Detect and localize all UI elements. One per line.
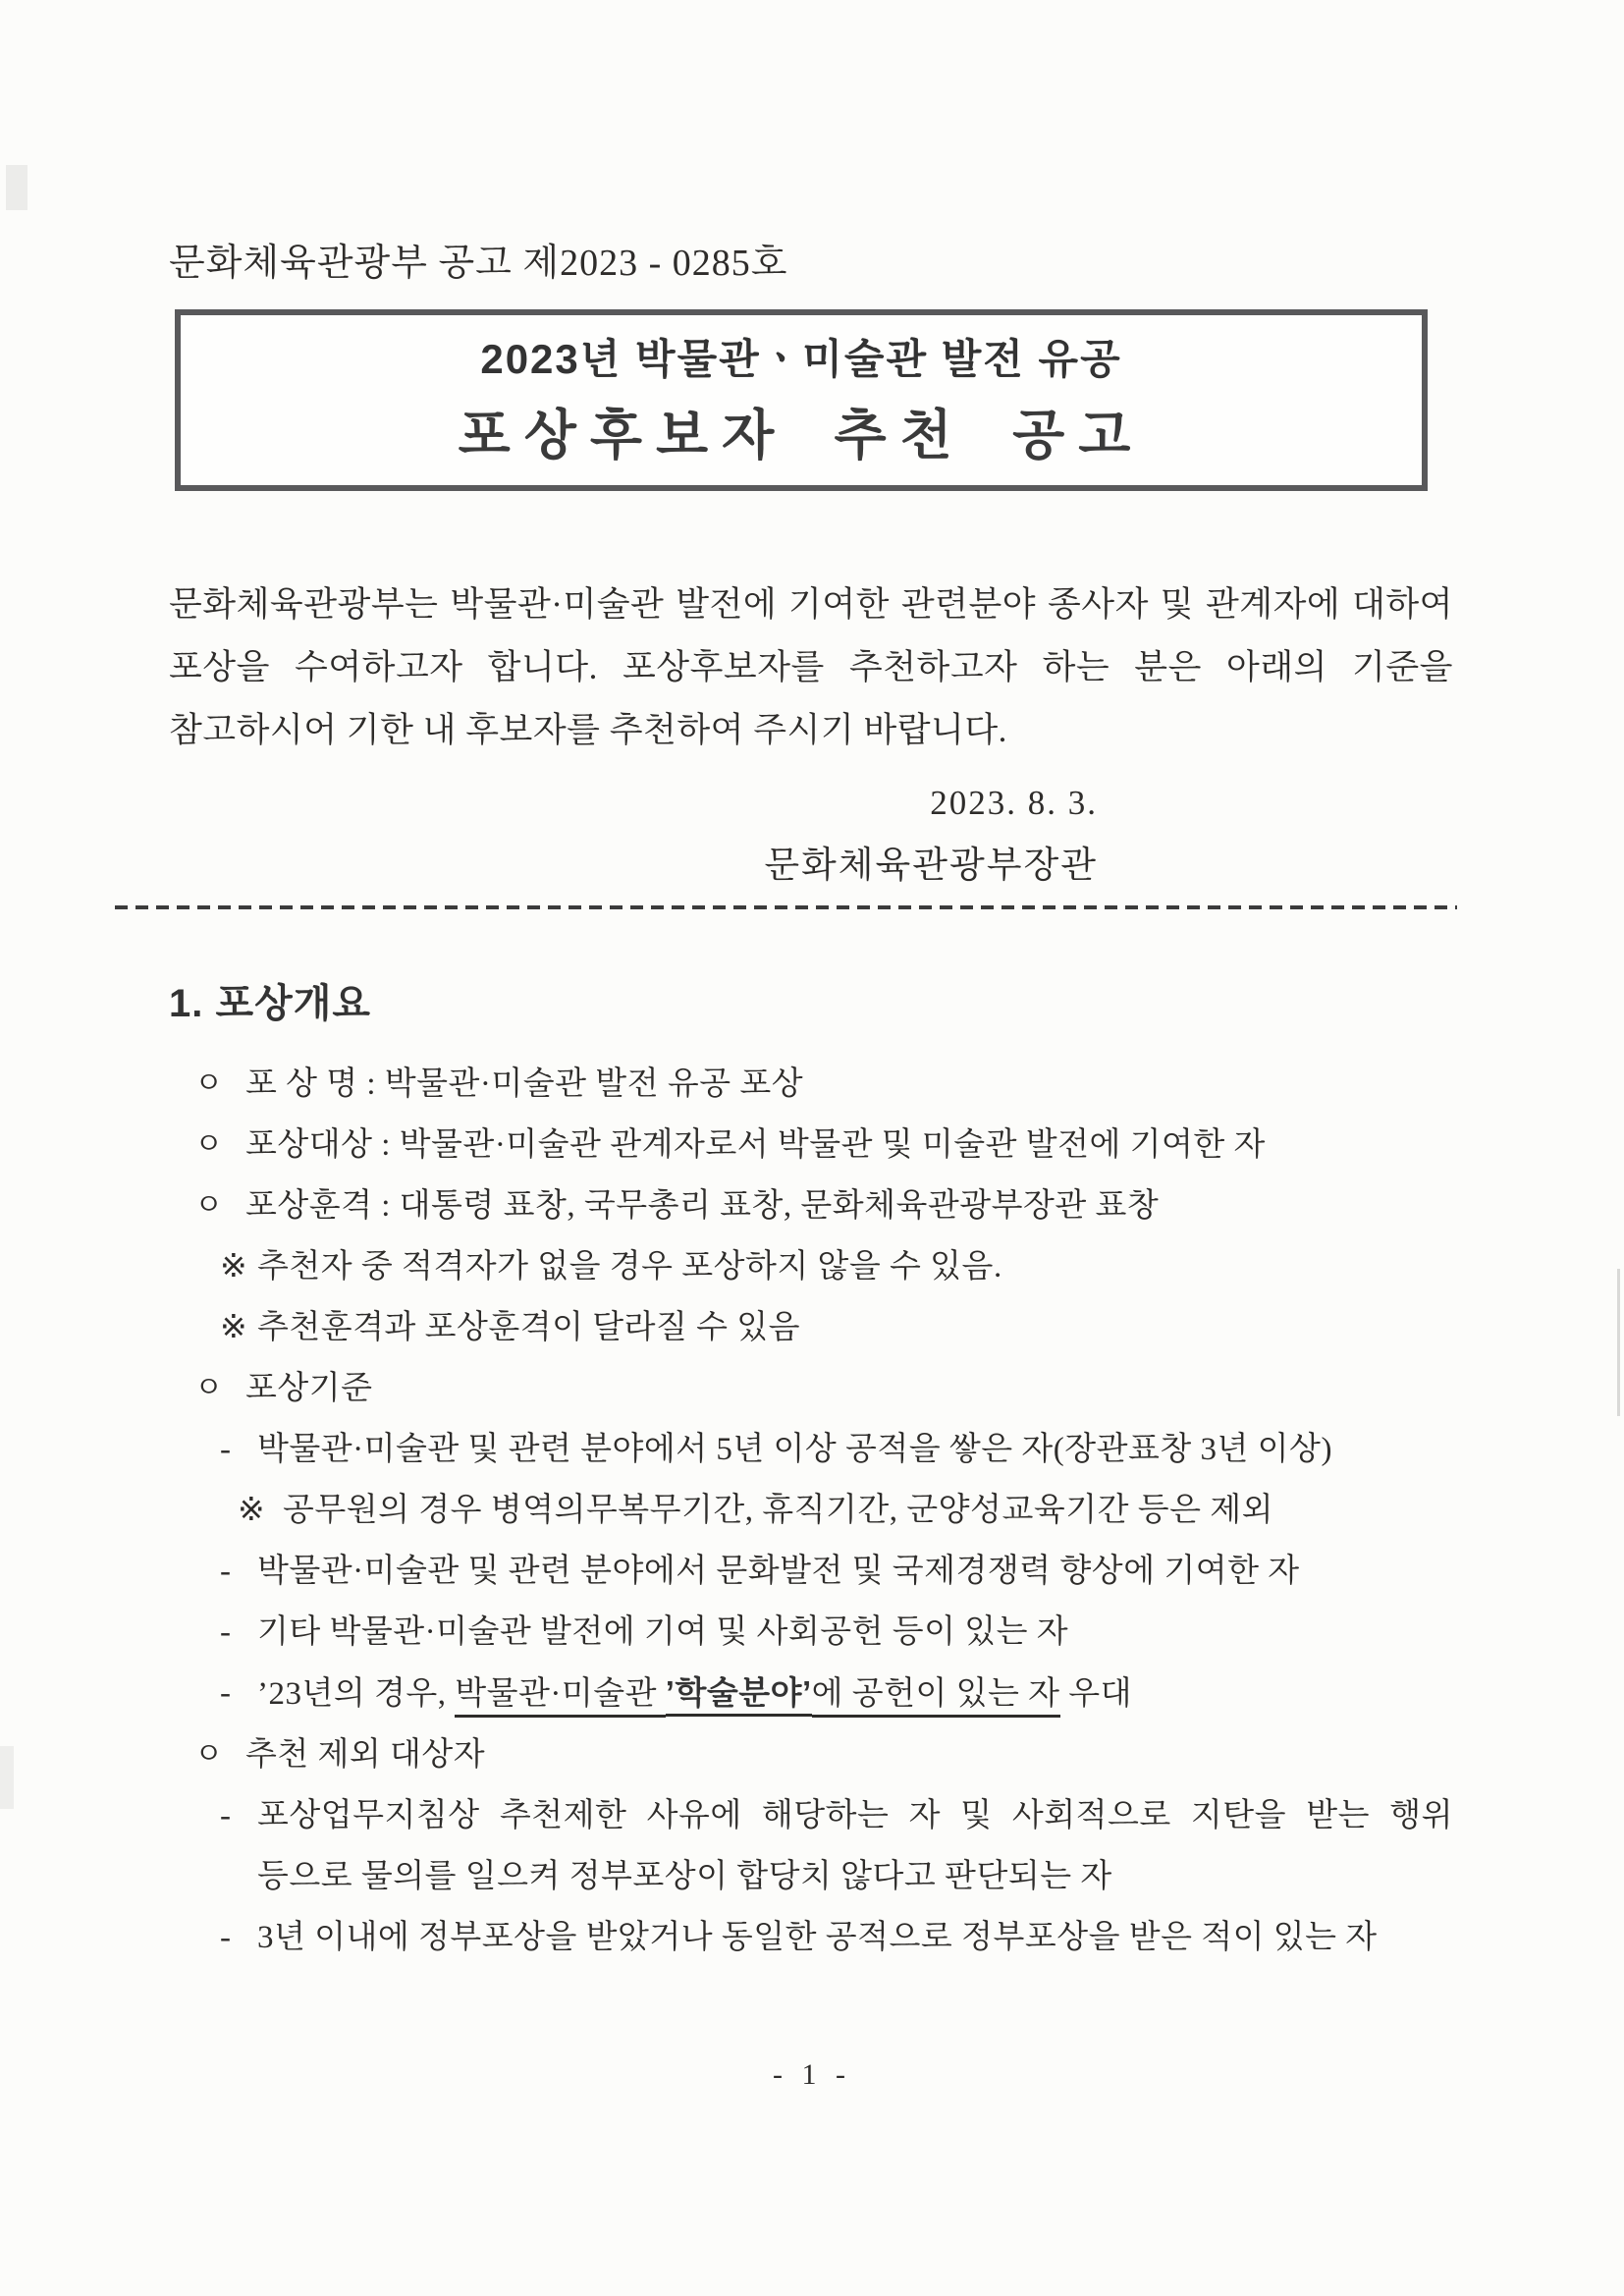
list-item-criteria-detail: [220, 1541, 1453, 1602]
signer-title: 문화체육관광부장관: [764, 846, 1098, 886]
list-item-text: 포 상 명 : 박물관·미술관 발전 유공 포상: [245, 1066, 804, 1102]
bold-underlined-segment: ’학술분야’: [666, 1674, 812, 1717]
list-item-note: [220, 1236, 1453, 1297]
list-item-text: 3년 이내에 정부포상을 받았거나 동일한 공적으로 정부포상을 받은 적이 있는 자: [257, 1920, 1378, 1955]
list-item-text: 박물관·미술관 및 관련 분야에서 문화발전 및 국제경쟁력 향상에 기여한 자: [257, 1554, 1300, 1589]
list-item-text: 박물관·미술관 및 관련 분야에서 5년 이상 공적을 쌓은 자(장관표창 3년 이상): [257, 1432, 1332, 1467]
section-heading: 1. 포상개요: [169, 982, 372, 1025]
list-item-exclusion-detail: [220, 1907, 1453, 1968]
list-item-criteria-priority: [220, 1663, 1453, 1724]
reference-mark-bullet: ※: [238, 1493, 265, 1528]
circle-bullet: ㅇ: [194, 1067, 223, 1100]
list-item-exclusion-heading: [194, 1724, 1453, 1785]
list-item-text: 포상기준: [245, 1371, 373, 1406]
list-item-note: [238, 1480, 1453, 1541]
dash-bullet: -: [220, 1432, 231, 1467]
list-item-text: 공무원의 경우 병역의무복무기간, 휴직기간, 군양성교육기간 등은 제외: [283, 1493, 1273, 1528]
reference-mark-bullet: ※: [220, 1310, 247, 1345]
underlined-segment: 에 공헌이 있는 자: [812, 1676, 1060, 1718]
list-item-award-name: [194, 1054, 1453, 1115]
list-item-text: 추천 제외 대상자: [245, 1737, 486, 1773]
section-list: [169, 1054, 1453, 1968]
list-item-award-target: [194, 1115, 1453, 1175]
dash-bullet: -: [220, 1798, 231, 1833]
circle-bullet: ㅇ: [194, 1128, 223, 1161]
list-item-text: [257, 1663, 1453, 1724]
scan-artifact: [6, 165, 27, 210]
reference-mark-bullet: ※: [220, 1249, 247, 1285]
dash-bullet: -: [220, 1675, 231, 1711]
list-item-award-criteria: [194, 1358, 1453, 1419]
plain-segment: 우대: [1059, 1676, 1133, 1712]
list-item-text: 기타 박물관·미술관 발전에 기여 및 사회공헌 등이 있는 자: [257, 1614, 1069, 1650]
title-box: [175, 309, 1428, 491]
circle-bullet: ㅇ: [194, 1372, 223, 1404]
list-item-criteria-detail: [220, 1419, 1453, 1480]
signature-block: [169, 784, 1453, 888]
list-item-text: 포상업무지침상 추천제한 사유에 해당하는 자 및 사회적으로 지탄을 받는 행위 등으로 물의를 일으켜 정부포상이 합당치 않다고 판단되는 자: [257, 1798, 1453, 1894]
list-item-award-grade: [194, 1175, 1453, 1236]
list-item-exclusion-detail: [220, 1785, 1453, 1907]
list-item-criteria-detail: [220, 1602, 1453, 1663]
document-number: 문화체육관광부 공고 제2023 - 0285호: [169, 243, 788, 284]
list-item-text: 포상대상 : 박물관·미술관 관계자로서 박물관 및 미술관 발전에 기여한 자: [245, 1127, 1266, 1163]
underlined-segment: 박물관·미술관: [455, 1676, 666, 1718]
scan-artifact: [1617, 1269, 1620, 1416]
dash-bullet: -: [220, 1554, 231, 1589]
plain-segment: ’23년의 경우,: [257, 1676, 456, 1712]
list-item-text: 추천자 중 적격자가 없을 경우 포상하지 않을 수 있음.: [257, 1249, 1002, 1285]
list-item-text: 추천훈격과 포상훈격이 달라질 수 있음: [257, 1310, 801, 1345]
list-item-text: 포상훈격 : 대통령 표창, 국무총리 표창, 문화체육관광부장관 표창: [245, 1188, 1160, 1224]
dash-bullet: -: [220, 1920, 231, 1955]
title-line-2: 포상후보자 추천 공고: [458, 405, 1145, 465]
notice-date: 2023. 8. 3.: [930, 784, 1098, 822]
page-number: - 1 -: [773, 2058, 851, 2091]
circle-bullet: ㅇ: [194, 1738, 223, 1771]
dashed-divider: [115, 905, 1457, 909]
list-item-note: [220, 1297, 1453, 1358]
intro-paragraph: 문화체육관광부는 박물관·미술관 발전에 기여한 관련분야 종사자 및 관계자에 대하여 포상을 수여하고자 합니다. 포상후보자를 추천하고자 하는 분은 아래의 기준을 참고하시어 기한 내 후보자를 추천하여 주시기 바랍니다.: [169, 585, 1453, 749]
circle-bullet: ㅇ: [194, 1189, 223, 1222]
scan-artifact: [0, 1746, 14, 1809]
title-line-1: 2023년 박물관ㆍ미술관 발전 유공: [480, 336, 1122, 382]
dash-bullet: -: [220, 1614, 231, 1650]
